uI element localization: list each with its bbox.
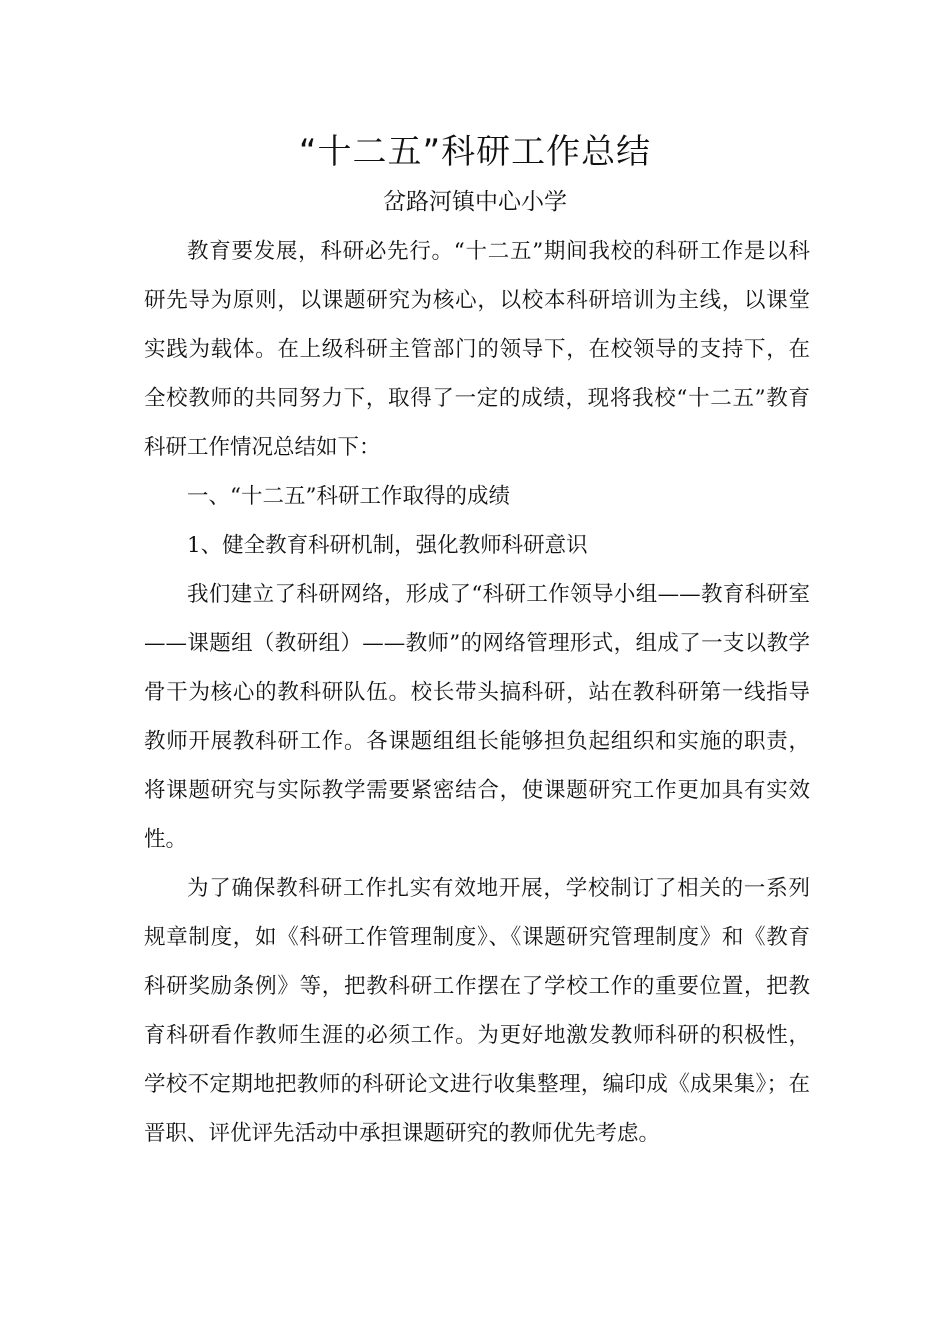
subsection-heading: 1、健全教育科研机制，强化教师科研意识 — [187, 533, 588, 558]
document-subtitle: 岔路河镇中心小学 — [383, 189, 567, 215]
document-title: “十二五”科研工作总结 — [298, 132, 652, 172]
section-heading: 一、“十二五”科研工作取得的成绩 — [187, 484, 510, 509]
paragraph-network: 我们建立了科研网络，形成了“科研工作领导小组——教育科研室——课题组（教研组）——教师”的网络管理形式，组成了一支以教学骨干为核心的教科研队伍。校长带头搞科研，站在教科研第一线指导教师开展教科研工作。各课题组组长能够担负起组织和实施的职责，将课题研究与实际教学需要紧密结合，使课题研究工作更加具有实效性。 — [144, 582, 810, 852]
paragraph-intro: 教育要发展，科研必先行。“十二五”期间我校的科研工作是以科研先导为原则，以课题研究为核心，以校本科研培训为主线，以课堂实践为载体。在上级科研主管部门的领导下，在校领导的支持下，在全校教师的共同努力下，取得了一定的成绩，现将我校“十二五”教育科研工作情况总结如下： — [144, 239, 810, 460]
document-body — [144, 227, 810, 1158]
paragraph-regulations: 为了确保教科研工作扎实有效地开展，学校制订了相关的一系列规章制度，如《科研工作管理制度》、《课题研究管理制度》和《教育科研奖励条例》等，把教科研工作摆在了学校工作的重要位置，把教育科研看作教师生涯的必须工作。为更好地激发教师科研的积极性，学校不定期地把教师的科研论文进行收集整理，编印成《成果集》；在晋职、评优评先活动中承担课题研究的教师优先考虑。 — [144, 876, 810, 1146]
